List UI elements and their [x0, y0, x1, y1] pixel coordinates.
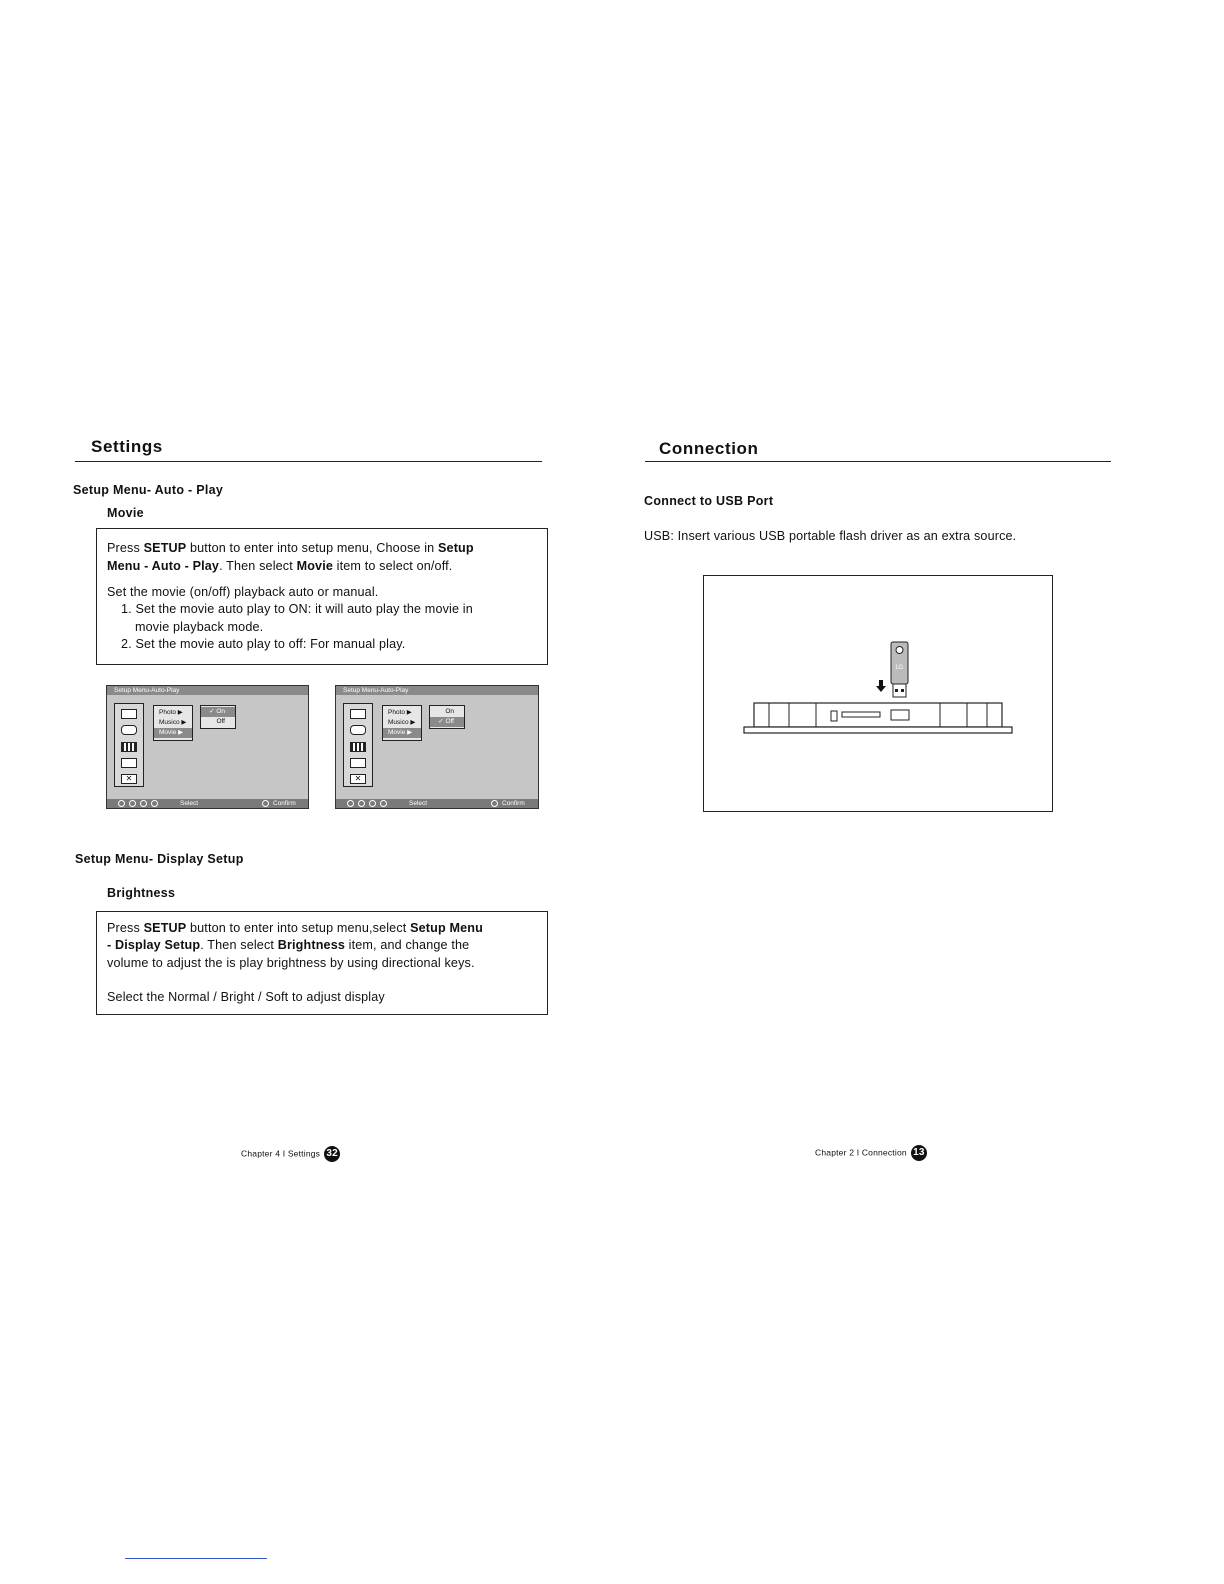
icon-column: [343, 703, 373, 787]
text: . Then select: [200, 938, 278, 952]
up-key-icon: [358, 800, 365, 807]
right-footer-text: Chapter 2 I Connection: [815, 1147, 907, 1158]
option-off[interactable]: Off: [216, 718, 225, 725]
movie-subheading: Movie: [107, 506, 144, 520]
screen-footer: [107, 799, 308, 808]
menu-item-photo[interactable]: Photo ▶: [159, 709, 183, 716]
menu-item-movie[interactable]: Movie ▶: [383, 728, 421, 738]
display-icon: [350, 758, 366, 768]
footer-confirm-wrap: [262, 799, 296, 808]
exit-icon: ✕: [121, 774, 137, 784]
autoplay-heading: Setup Menu- Auto - Play: [73, 483, 224, 497]
direction-keys: [347, 799, 391, 808]
menu-path: Menu - Auto - Play: [107, 558, 220, 573]
right-key-icon: [369, 800, 376, 807]
up-key-icon: [129, 800, 136, 807]
film-icon: [121, 742, 137, 752]
onoff-submenu: [200, 705, 236, 729]
right-page-number: 13: [911, 1145, 927, 1161]
display-icon: [121, 758, 137, 768]
brightness-subheading: Brightness: [107, 886, 176, 900]
footer-confirm: Confirm: [273, 800, 296, 807]
autoplay-item-1-cont: movie playback mode.: [135, 620, 264, 634]
left-page-number: 32: [324, 1146, 340, 1162]
text: item, and change the: [345, 938, 470, 952]
film-icon: [350, 742, 366, 752]
text: button to enter into setup menu, Choose in: [186, 541, 438, 555]
option-off[interactable]: ✓ Off: [430, 717, 464, 727]
down-key-icon: [380, 800, 387, 807]
onoff-submenu: [429, 705, 465, 729]
usb-body: USB: Insert various USB portable flash driver as an extra source.: [644, 529, 1017, 543]
menu-item-music[interactable]: Musico ▶: [388, 719, 416, 726]
usb-device-illustration: [704, 576, 1052, 811]
footer-select: Select: [409, 800, 428, 807]
text: button to enter into setup menu,select: [186, 921, 411, 935]
exit-icon: ✕: [350, 774, 366, 784]
display-line-3: volume to adjust the is play brightness by using directional keys.: [107, 956, 475, 970]
photo-music-icon: [121, 709, 137, 719]
option-on[interactable]: ✓ On: [201, 707, 235, 717]
menu-item-photo[interactable]: Photo ▶: [388, 709, 412, 716]
text: Press: [107, 541, 144, 555]
left-key-icon: [347, 800, 354, 807]
autoplay-icon: [121, 725, 137, 735]
autoplay-paragraph-1: [107, 540, 537, 575]
usb-capacity-label: 1G: [895, 665, 904, 671]
bottom-blue-line: [125, 1558, 267, 1559]
left-page-footer: [241, 1146, 340, 1162]
usb-illustration-frame: [703, 575, 1053, 812]
screen-title: Setup Menu-Auto-Play: [336, 686, 538, 695]
left-title-rule: [75, 461, 542, 462]
display-line-1: [107, 920, 543, 938]
usb-heading: Connect to USB Port: [644, 494, 774, 508]
option-on[interactable]: On: [445, 708, 454, 715]
setup-label: Setup: [437, 541, 474, 555]
autoplay-instructions-box: [96, 528, 548, 665]
right-key-icon: [140, 800, 147, 807]
right-section-title: Connection: [659, 439, 759, 458]
menu-item-movie[interactable]: Movie ▶: [154, 728, 192, 738]
display-heading: Setup Menu- Display Setup: [75, 852, 244, 866]
screen-title: Setup Menu-Auto-Play: [107, 686, 308, 695]
left-footer-text: Chapter 4 I Settings: [241, 1148, 321, 1159]
text: . Then select: [219, 558, 297, 573]
display-instructions-box: [96, 911, 548, 1015]
footer-confirm-wrap: [491, 799, 525, 808]
display-line-2: [107, 937, 543, 955]
text: item to select on/off.: [333, 558, 453, 573]
text: Press: [107, 921, 144, 935]
footer-select: Select: [180, 800, 199, 807]
autoplay-paragraph-2: Set the movie (on/off) playback auto or manual.: [107, 585, 379, 599]
left-key-icon: [118, 800, 125, 807]
autoplay-icon: [350, 725, 366, 735]
play-key-icon: [262, 800, 269, 807]
setup-menu: [382, 705, 422, 741]
icon-column: [114, 703, 144, 787]
brightness-label: Brightness: [277, 938, 345, 952]
right-page-footer: [815, 1145, 927, 1161]
movie-item: Movie: [296, 558, 334, 573]
setup-key: SETUP: [143, 541, 187, 555]
direction-keys: [118, 799, 162, 808]
right-title-rule: [645, 461, 1111, 462]
setup-screen-on: [106, 685, 309, 809]
setup-screen-off: [335, 685, 539, 809]
autoplay-item-2: 2. Set the movie auto play to off: For manual play.: [121, 637, 406, 651]
setup-key: SETUP: [143, 921, 187, 935]
screen-footer: [336, 799, 538, 808]
display-line-4: Select the Normal / Bright / Soft to adjust display: [107, 990, 385, 1004]
left-section-title: Settings: [91, 437, 163, 456]
display-setup-label: - Display Setup: [107, 938, 201, 952]
setup-menu-label: Setup Menu: [410, 921, 483, 935]
menu-item-music[interactable]: Musico ▶: [159, 719, 187, 726]
setup-menu: [153, 705, 193, 741]
footer-confirm: Confirm: [502, 800, 525, 807]
down-key-icon: [151, 800, 158, 807]
autoplay-item-1: 1. Set the movie auto play to ON: it will auto play the movie in: [121, 602, 473, 616]
photo-music-icon: [350, 709, 366, 719]
play-key-icon: [491, 800, 498, 807]
